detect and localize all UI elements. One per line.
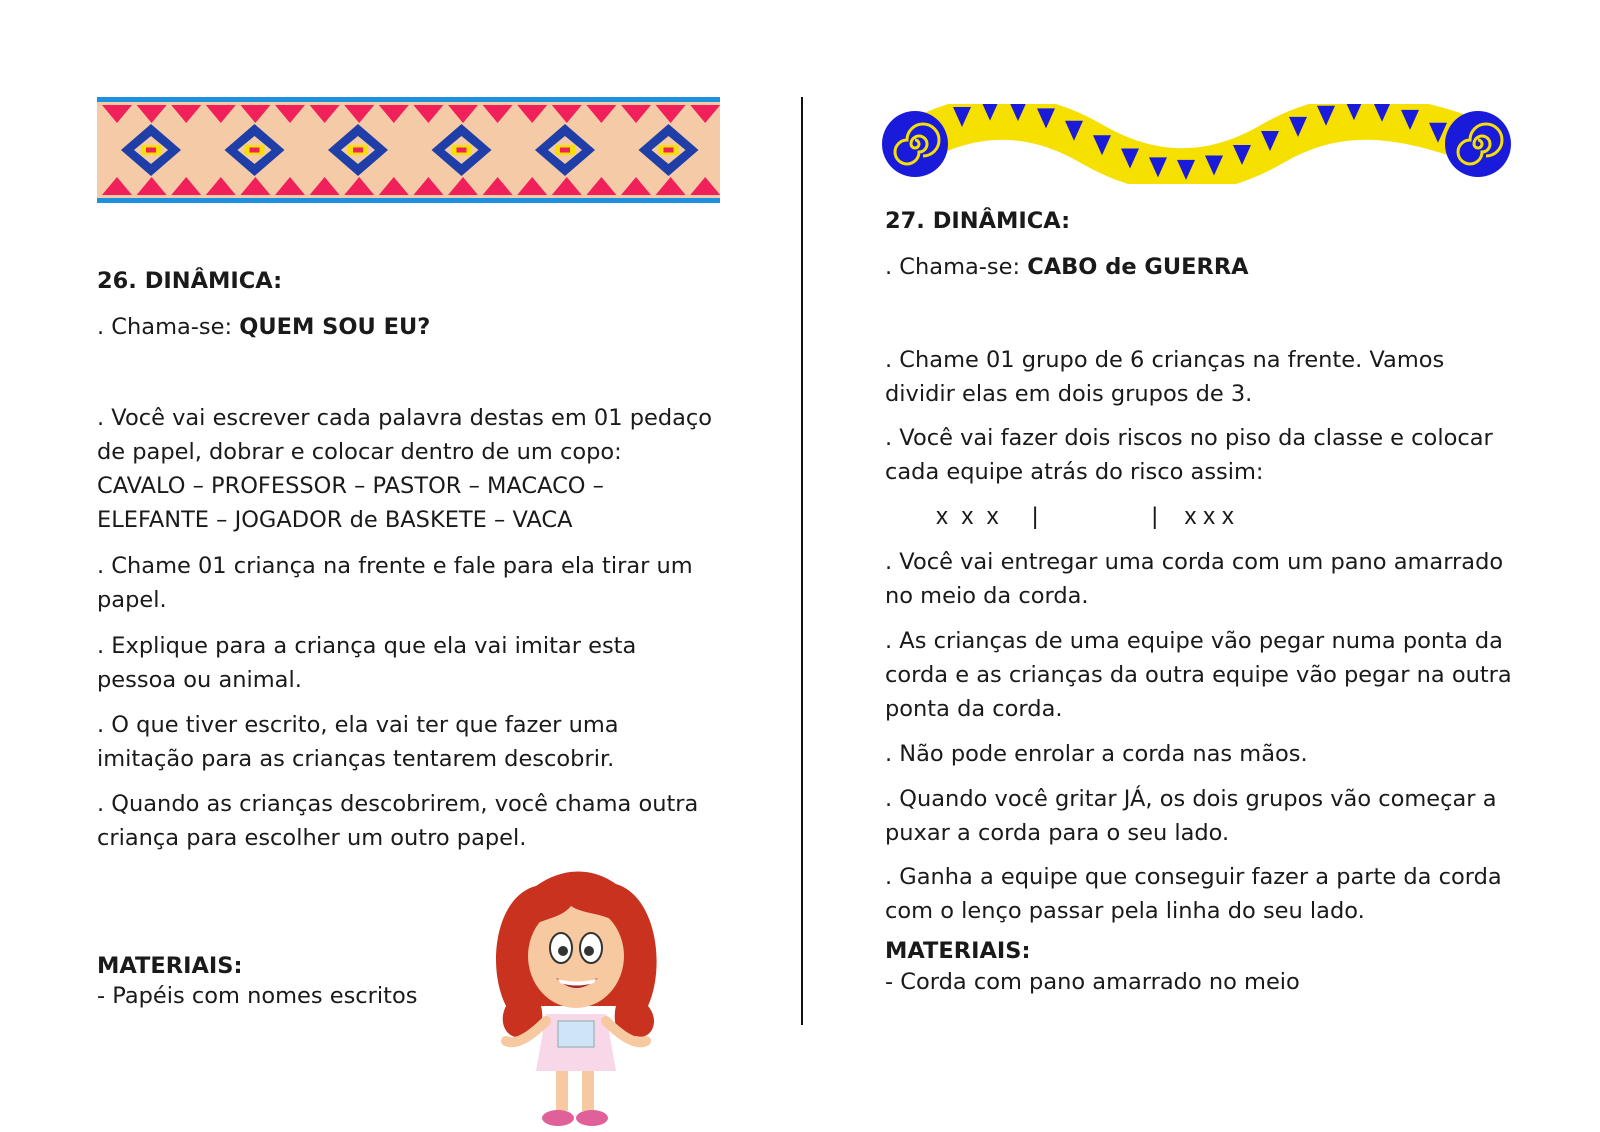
left-name-prefix: . Chama-se: — [97, 314, 240, 340]
left-game-name: QUEM SOU EU? — [239, 314, 431, 340]
right-paragraph-1: . Chame 01 grupo de 6 crianças na frente. Vamos dividir elas em dois grupos de 3. — [885, 347, 1445, 407]
left-materials-item: - Papéis com nomes escritos — [97, 983, 418, 1009]
right-game-name: CABO de GUERRA — [1027, 254, 1249, 280]
left-paragraph-1: . Você vai escrever cada palavra destas em 01 pedaço de papel, dobrar e colocar dentro de um copo: CAVALO – PROFESSOR – PASTOR – MACACO – ELEFANTE – JOGADOR de BASKETE – VACA — [97, 405, 713, 533]
right-name-prefix: . Chama-se: — [885, 254, 1028, 280]
left-paragraph-2: . Chame 01 criança na frente e fale para ela tirar um papel. — [97, 553, 693, 613]
tribal-banner — [97, 97, 720, 203]
left-title: 26. DINÂMICA: — [97, 268, 283, 294]
cartoon-girl-illustration — [476, 856, 676, 1132]
right-paragraph-7: . Ganha a equipe que conseguir fazer a parte da corda com o lenço passar pela linha do seu lado. — [885, 864, 1502, 924]
right-title: 27. DINÂMICA: — [885, 208, 1071, 234]
right-name-line — [885, 254, 1249, 280]
column-divider — [801, 97, 803, 1025]
wave-banner — [882, 104, 1512, 184]
left-materials-title: MATERIAIS: — [97, 953, 243, 979]
right-paragraph-2: . Você vai fazer dois riscos no piso da classe e colocar cada equipe atrás do risco assim: — [885, 425, 1493, 485]
right-paragraph-6: . Quando você gritar JÁ, os dois grupos vão começar a puxar a corda para o seu lado. — [885, 786, 1497, 846]
team-line-pattern: x x x | | x x x — [936, 503, 1234, 530]
left-name-line — [97, 314, 430, 340]
right-paragraph-3: . Você vai entregar uma corda com um pano amarrado no meio da corda. — [885, 549, 1504, 609]
right-paragraph-5: . Não pode enrolar a corda nas mãos. — [885, 741, 1308, 767]
left-paragraph-4: . O que tiver escrito, ela vai ter que fazer uma imitação para as crianças tentarem descobrir. — [97, 712, 619, 772]
left-paragraph-5: . Quando as crianças descobrirem, você chama outra criança para escolher um outro papel. — [97, 791, 699, 851]
right-materials-item: - Corda com pano amarrado no meio — [885, 969, 1300, 995]
left-paragraph-3: . Explique para a criança que ela vai imitar esta pessoa ou animal. — [97, 633, 637, 693]
right-paragraph-4: . As crianças de uma equipe vão pegar numa ponta da corda e as crianças da outra equipe vão pegar na outra ponta da corda. — [885, 628, 1512, 722]
right-materials-title: MATERIAIS: — [885, 938, 1031, 964]
